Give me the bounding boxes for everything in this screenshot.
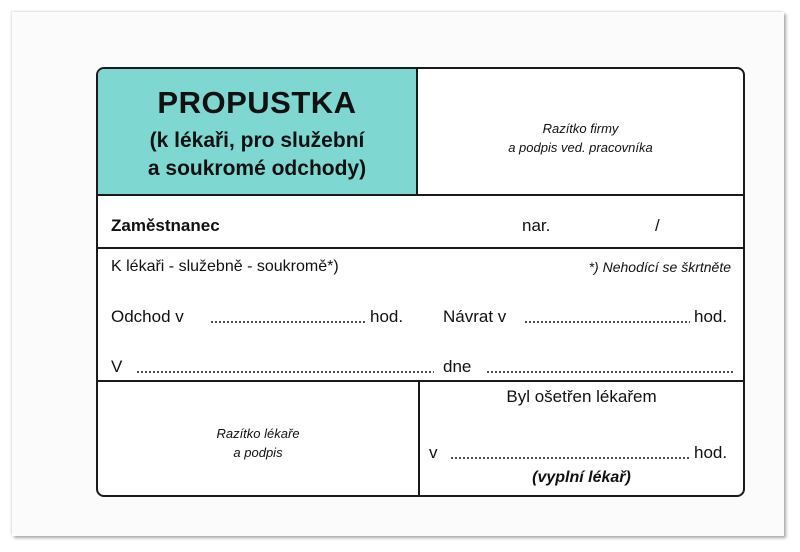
reason-note: *) Nehodící se škrtněte [588,259,731,275]
form-title: PROPUSTKA [157,85,357,120]
title-block [98,69,418,196]
form-subtitle-line2: a soukromé odchody) [147,157,367,180]
treated-time-field[interactable] [450,457,690,459]
born-label: nar. [522,216,551,235]
treated-time-label: v [429,443,438,462]
departure-label: Odchod v [111,307,184,326]
doctor-stamp-sublabel: a podpis [233,445,283,460]
reason-label: K lékaři - služebně - soukromě*) [111,258,339,275]
born-separator: / [655,216,660,235]
employee-label: Zaměstnanec [111,216,220,235]
divider-employee [98,247,743,249]
return-time-field[interactable] [524,321,690,323]
place-label: V [111,357,123,376]
pass-form [96,67,745,497]
doctor-stamp-label: Razítko lékaře [216,426,300,441]
form-subtitle-line1: (k lékaři, pro služební [149,129,365,152]
divider-bottom [98,380,743,382]
company-stamp-label: Razítko firmy [542,121,619,136]
date-label: dne [443,357,472,376]
date-field[interactable] [486,371,735,373]
paper-sheet [12,12,784,536]
treated-note: (vyplní lékař) [532,469,631,486]
departure-time-field[interactable] [210,321,365,323]
return-hour-label: hod. [694,307,728,326]
treated-title: Byl ošetřen lékařem [506,387,657,406]
departure-hour-label: hod. [370,307,404,326]
place-field[interactable] [136,371,434,373]
company-stamp-sublabel: a podpis ved. pracovníka [508,140,653,155]
treated-hour-label: hod. [694,443,728,462]
return-label: Návrat v [443,307,507,326]
company-stamp-box [418,69,743,196]
